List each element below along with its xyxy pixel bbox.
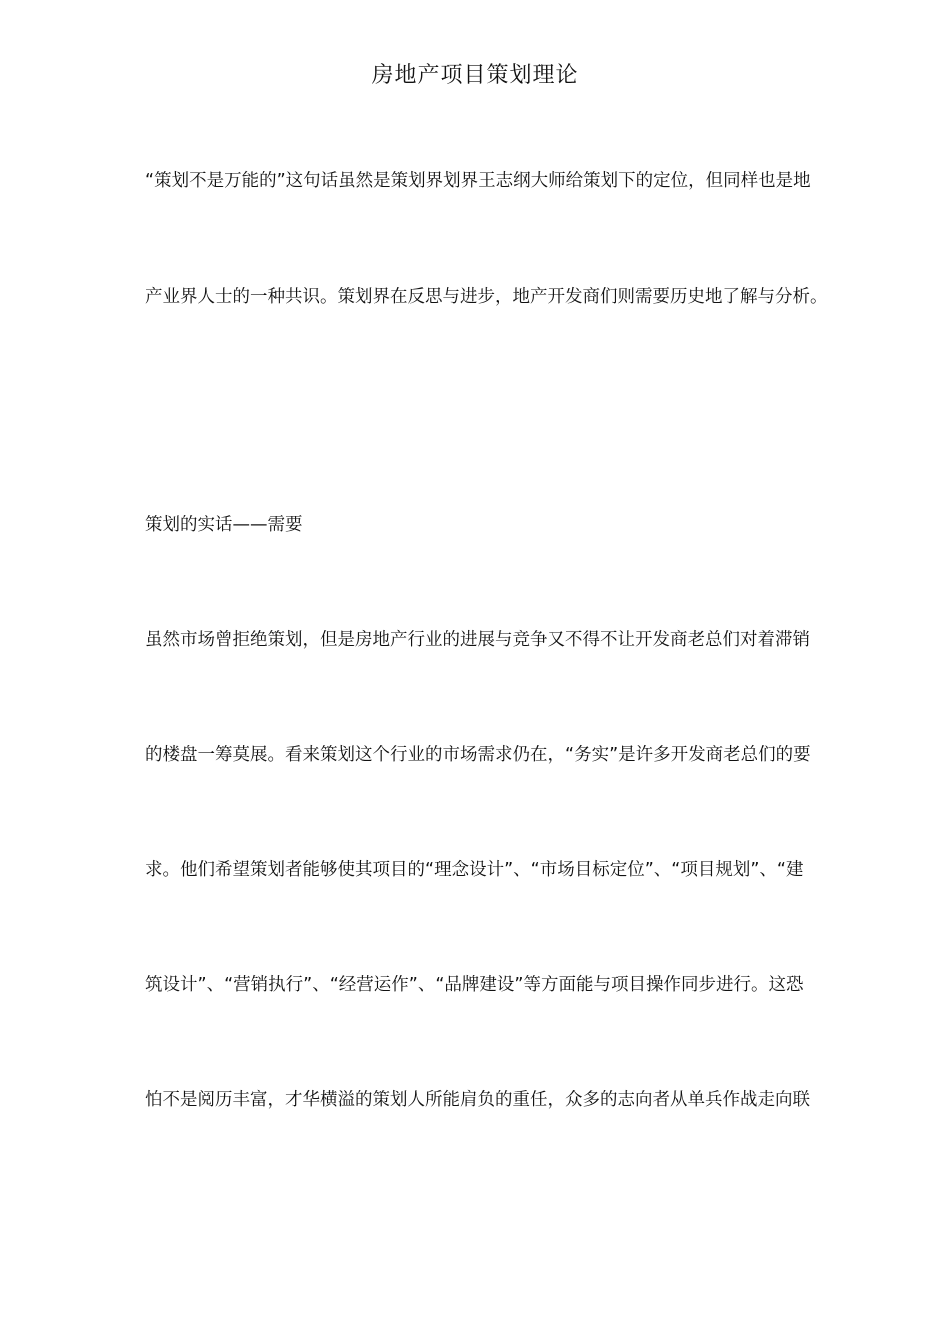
document-title: 房地产项目策划理论 (371, 63, 579, 88)
section-heading: 策划的实话——需要 (145, 515, 303, 535)
paragraph-line: 的楼盘一筹莫展。看来策划这个行业的市场需求仍在，“务实”是许多开发商老总们的要 (145, 745, 811, 765)
paragraph-line: 虽然市场曾拒绝策划，但是房地产行业的进展与竞争又不得不让开发商老总们对着滞销 (145, 630, 810, 650)
paragraph-line: 产业界人士的一种共识。策划界在反思与进步，地产开发商们则需要历史地了解与分析。 (145, 287, 828, 307)
paragraph-line: 筑设计”、“营销执行”、“经营运作”、“品牌建设”等方面能与项目操作同步进行。这恐 (145, 975, 804, 995)
paragraph-line: 求。他们希望策划者能够使其项目的“理念设计”、“市场目标定位”、“项目规划”、“建 (145, 860, 804, 880)
paragraph-line: 怕不是阅历丰富，才华横溢的策划人所能肩负的重任，众多的志向者从单兵作战走向联 (145, 1090, 810, 1110)
paragraph-line: “策划不是万能的”这句话虽然是策划界划界王志纲大师给策划下的定位，但同样也是地 (145, 171, 811, 191)
